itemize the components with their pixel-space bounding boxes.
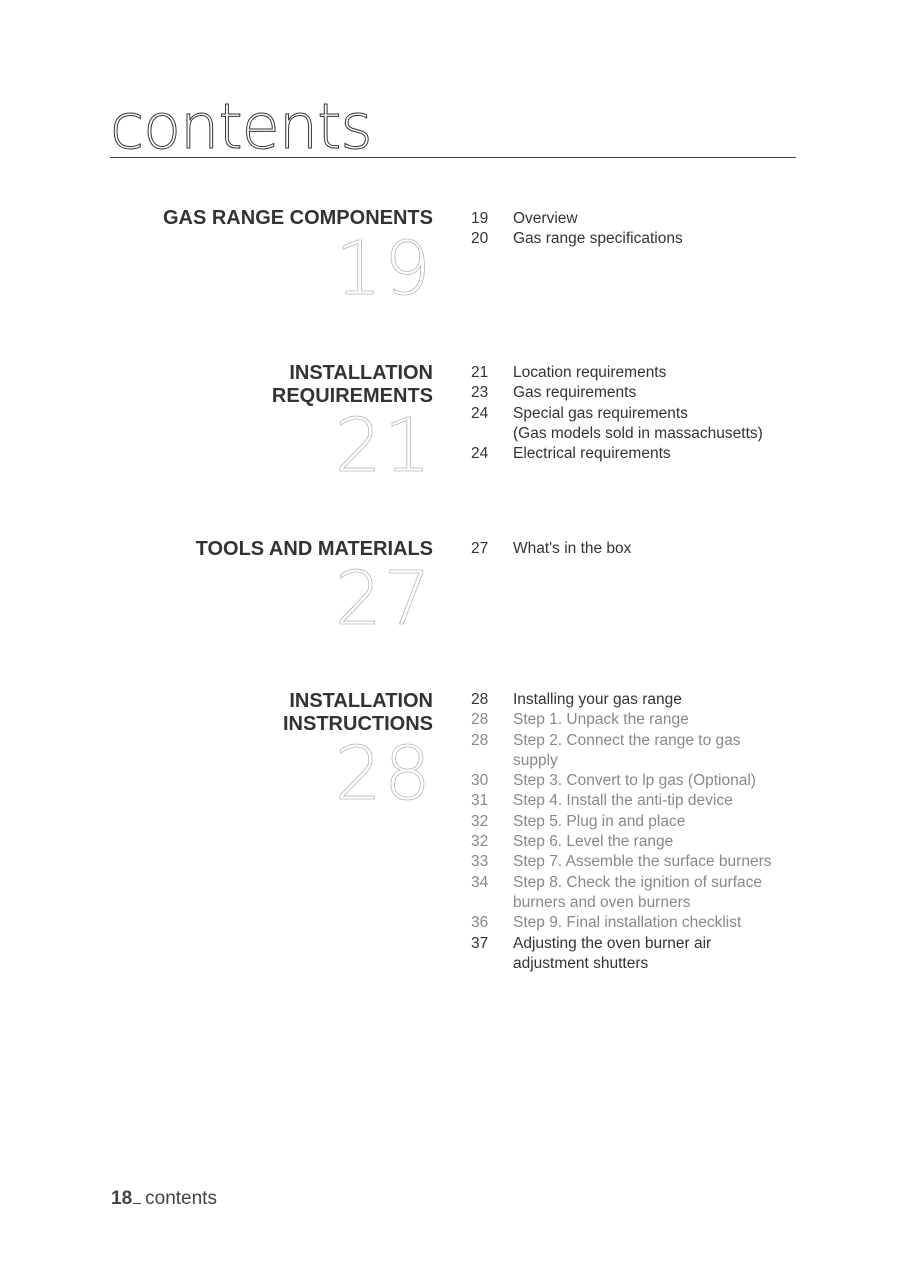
toc-entry[interactable] <box>471 444 801 464</box>
entry-list <box>471 539 801 559</box>
toc-entry[interactable] <box>471 229 801 249</box>
section-heading-line: REQUIREMENTS <box>271 385 433 407</box>
toc-entry[interactable] <box>471 873 801 893</box>
entry-text: Overview <box>513 210 578 227</box>
section-heading-line: GAS RANGE COMPONENTS <box>162 207 433 229</box>
entry-page: 24 <box>471 404 489 422</box>
section-heading-line: INSTALLATION <box>289 362 433 384</box>
footer-separator <box>133 1203 141 1204</box>
entry-page: 30 <box>471 772 489 790</box>
entry-page: 33 <box>471 853 489 871</box>
entry-page <box>471 751 513 771</box>
entry-text: Step 9. Final installation checklist <box>513 914 742 932</box>
entry-page: 34 <box>471 873 489 891</box>
entry-text: Step 5. Plug in and place <box>513 812 686 830</box>
entry-text: Step 6. Level the range <box>513 833 674 851</box>
entry-page: 32 <box>471 812 489 830</box>
section-big-number: 27 <box>334 556 433 642</box>
toc-entry[interactable] <box>471 404 801 424</box>
entry-page: 28 <box>471 691 489 708</box>
page-title: contents <box>110 90 372 163</box>
entry-page: 37 <box>471 934 489 952</box>
entry-page <box>471 893 513 913</box>
section-big-number: 28 <box>334 731 433 817</box>
toc-entry[interactable] <box>471 812 801 832</box>
toc-entry[interactable] <box>471 383 801 403</box>
entry-page: 31 <box>471 792 489 810</box>
entry-page: 20 <box>471 230 489 248</box>
entry-text: Step 4. Install the anti-tip device <box>513 792 733 810</box>
toc-entry[interactable] <box>471 731 801 751</box>
toc-entry-continuation <box>471 893 801 913</box>
section-heading <box>283 690 433 736</box>
toc-entry[interactable] <box>471 934 801 954</box>
toc-entry[interactable] <box>471 852 801 872</box>
entry-text: Step 8. Check the ignition of surface <box>513 873 763 891</box>
entry-page: 32 <box>471 833 489 851</box>
entry-text: Step 3. Convert to lp gas (Optional) <box>513 772 756 790</box>
footer-page-number: 18 <box>111 1188 133 1209</box>
section-big-number: 21 <box>334 403 433 489</box>
entry-text: burners and oven burners <box>513 893 691 911</box>
toc-entry[interactable] <box>471 363 801 383</box>
section-heading-line: INSTALLATION <box>289 690 433 712</box>
entry-list <box>471 363 801 464</box>
entry-text: adjustment shutters <box>513 954 649 972</box>
toc-entry[interactable] <box>471 771 801 791</box>
entry-text: What's in the box <box>513 540 632 557</box>
entry-list <box>471 690 801 974</box>
entry-text: Electrical requirements <box>513 445 671 463</box>
entry-page: 28 <box>471 731 489 749</box>
toc-entry[interactable] <box>471 209 801 229</box>
toc-entry-continuation <box>471 954 801 974</box>
toc-entry[interactable] <box>471 539 801 559</box>
entry-page <box>471 954 513 974</box>
entry-text: Step 7. Assemble the surface burners <box>513 853 772 871</box>
entry-text: Special gas requirements <box>513 404 688 422</box>
toc-entry[interactable] <box>471 690 801 710</box>
entry-page: 19 <box>471 210 489 227</box>
entry-page: 23 <box>471 384 489 402</box>
section-heading-line: INSTRUCTIONS <box>283 713 433 735</box>
toc-entry[interactable] <box>471 832 801 852</box>
section-big-number: 19 <box>334 226 433 312</box>
entry-page <box>471 424 513 444</box>
entry-list <box>471 209 801 250</box>
toc-entry[interactable] <box>471 710 801 730</box>
entry-text: Step 2. Connect the range to gas <box>513 731 741 749</box>
entry-text: Adjusting the oven burner air <box>513 934 712 952</box>
page-footer <box>111 1188 217 1210</box>
entry-page: 24 <box>471 445 489 463</box>
entry-text: Installing your gas range <box>513 691 682 708</box>
toc-entry[interactable] <box>471 791 801 811</box>
entry-page: 28 <box>471 711 489 729</box>
toc-entry[interactable] <box>471 913 801 933</box>
entry-text: (Gas models sold in massachusetts) <box>513 424 763 442</box>
footer-label: contents <box>145 1188 217 1209</box>
entry-text: Gas range specifications <box>513 230 683 248</box>
entry-text: supply <box>513 751 558 769</box>
toc-entry-continuation <box>471 751 801 771</box>
entry-page: 36 <box>471 914 489 932</box>
entry-page: 27 <box>471 540 489 557</box>
section-heading-line: TOOLS AND MATERIALS <box>195 538 433 560</box>
title-divider <box>110 157 796 158</box>
entry-text: Gas requirements <box>513 384 637 402</box>
entry-page: 21 <box>471 364 489 381</box>
entry-text: Step 1. Unpack the range <box>513 711 689 729</box>
entry-text: Location requirements <box>513 364 667 381</box>
toc-entry-continuation <box>471 424 801 444</box>
section-heading <box>272 362 433 408</box>
